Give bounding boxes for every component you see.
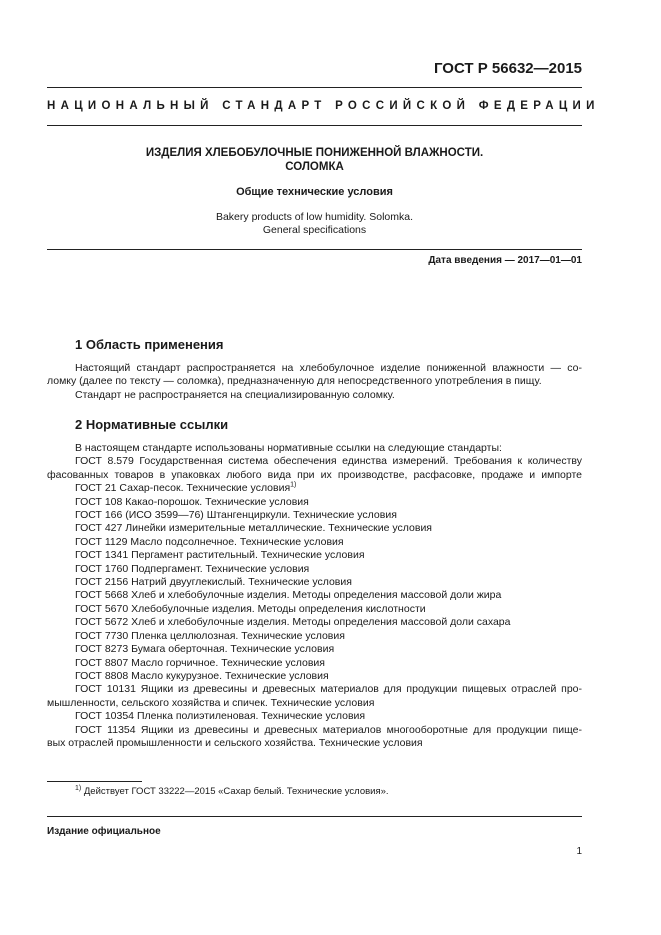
gost-code: ГОСТ Р 56632—2015 xyxy=(433,60,582,77)
section-1-para-1-line-2: ломку (далее по тексту — соломка), предназначенную для непосредственного употребления в пищу. xyxy=(47,375,542,388)
header-rule xyxy=(47,87,582,88)
reference-8579-line-2: фасованных товаров в упаковках любого вида при их производстве, расфасовке, продаже и импорте xyxy=(47,468,582,481)
footer-rule xyxy=(47,816,582,817)
english-title-line-2: General specifications xyxy=(262,224,367,236)
document-subtitle: Общие технические условия xyxy=(236,186,393,198)
reference-8579-line-1: ГОСТ 8.579 Государственная система обеспечения единства измерений. Требования к количеству xyxy=(75,455,582,468)
footnote-rule xyxy=(47,781,142,782)
reference-item: ГОСТ 5672 Хлеб и хлебобулочные изделия. Методы определения массовой доли сахара xyxy=(75,616,511,629)
reference-item: ГОСТ 1129 Масло подсолнечное. Технические условия xyxy=(75,535,344,548)
section-2-heading: 2 Нормативные ссылки xyxy=(75,417,229,432)
reference-item: ГОСТ 166 (ИСО 3599—76) Штангенциркули. Технические условия xyxy=(75,509,397,522)
reference-10131-line-2: мышленности, сельского хозяйства и спичек. Технические условия xyxy=(47,696,375,709)
title-top-rule xyxy=(47,125,582,126)
reference-11354-line-1: ГОСТ 11354 Ящики из древесины и древесных материалов многооборотные для продукции пище- xyxy=(75,723,582,736)
page-number: 1 xyxy=(576,846,582,857)
reference-item: ГОСТ 5668 Хлеб и хлебобулочные изделия. Методы определения массовой доли жира xyxy=(75,589,502,602)
footnote xyxy=(75,786,389,797)
footnote-marker: 1) xyxy=(290,481,297,489)
reference-10354: ГОСТ 10354 Пленка полиэтиленовая. Технические условия xyxy=(75,710,366,723)
title-line-2: СОЛОМКА xyxy=(285,161,344,173)
national-standard-label: НАЦИОНАЛЬНЫЙ СТАНДАРТ РОССИЙСКОЙ ФЕДЕРАЦИИ xyxy=(47,100,600,112)
reference-21-text: ГОСТ 21 Сахар-песок. Технические условия xyxy=(75,482,291,495)
reference-item: ГОСТ 5670 Хлебобулочные изделия. Методы определения кислотности xyxy=(75,602,426,615)
document-title xyxy=(47,146,582,174)
edition-label: Издание официальное xyxy=(47,826,161,837)
reference-item: ГОСТ 1760 Подпергамент. Технические условия xyxy=(75,562,310,575)
english-title-line-1: Bakery products of low humidity. Solomka. xyxy=(215,211,414,223)
footnote-number: 1) xyxy=(75,784,82,792)
reference-item: ГОСТ 427 Линейки измерительные металлические. Технические условия xyxy=(75,522,432,535)
reference-11354-line-2: вых отраслей промышленности и сельского хозяйства. Технические условия xyxy=(47,736,423,749)
reference-item: ГОСТ 8808 Масло кукурузное. Технические условия xyxy=(75,669,329,682)
reference-item: ГОСТ 7730 Пленка целлюлозная. Технические условия xyxy=(75,629,345,642)
section-1-heading: 1 Область применения xyxy=(75,337,224,352)
reference-10131-line-1: ГОСТ 10131 Ящики из древесины и древесных материалов для продукции пищевых отраслей про- xyxy=(75,683,582,696)
section-1-para-2: Стандарт не распространяется на специализированную соломку. xyxy=(75,388,395,401)
title-line-1: ИЗДЕЛИЯ ХЛЕБОБУЛОЧНЫЕ ПОНИЖЕННОЙ ВЛАЖНОСТИ. xyxy=(145,147,484,159)
introduction-date: Дата введения — 2017—01—01 xyxy=(428,255,582,266)
reference-item: ГОСТ 2156 Натрий двууглекислый. Технические условия xyxy=(75,576,352,589)
section-2-body xyxy=(47,442,582,750)
english-title xyxy=(47,211,582,237)
footnote-text: Действует ГОСТ 33222—2015 «Сахар белый. Технические условия». xyxy=(81,786,389,797)
reference-item: ГОСТ 8807 Масло горчичное. Технические условия xyxy=(75,656,325,669)
date-rule xyxy=(47,249,582,250)
reference-item: ГОСТ 108 Какао-порошок. Технические условия xyxy=(75,495,309,508)
reference-item: ГОСТ 1341 Пергамент растительный. Технические условия xyxy=(75,549,365,562)
section-1-para-1-line-1: Настоящий стандарт распространяется на хлебобулочное изделие пониженной влажности — со- xyxy=(75,362,582,374)
section-2-intro: В настоящем стандарте использованы нормативные ссылки на следующие стандарты: xyxy=(75,442,502,454)
section-1-body xyxy=(47,362,582,402)
reference-21 xyxy=(47,482,582,495)
reference-item: ГОСТ 8273 Бумага оберточная. Технические условия xyxy=(75,643,335,656)
